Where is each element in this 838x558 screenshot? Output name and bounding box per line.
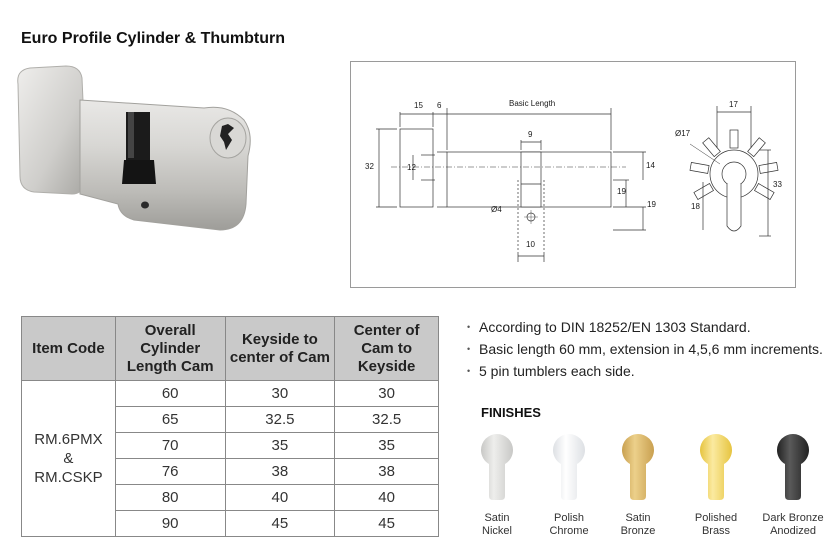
dim-32: 32 <box>365 162 374 171</box>
table-cell: 35 <box>225 433 335 459</box>
dim-17: 17 <box>729 100 738 109</box>
dim-15: 15 <box>414 101 423 110</box>
item-code-cell <box>22 381 116 537</box>
finish-swatch-shape <box>622 434 654 500</box>
technical-drawing <box>350 61 796 288</box>
finish-label: Polish Chrome <box>549 512 589 537</box>
dim-33: 33 <box>773 180 782 189</box>
finish-swatch-shape <box>553 434 585 500</box>
finish-swatch-icon <box>698 432 734 502</box>
table-cell: 76 <box>115 459 225 485</box>
dim-19-a: 19 <box>617 187 626 196</box>
table-cell: 60 <box>115 381 225 407</box>
dim-17-dia: Ø17 <box>675 129 691 138</box>
dim-18: 18 <box>691 202 700 211</box>
item-code-line: & <box>63 450 74 467</box>
header-cam-to-keyside: Center of Cam to Keyside <box>335 317 439 381</box>
table-cell: 30 <box>225 381 335 407</box>
finish-label: Dark Bronze Anodized <box>762 512 824 537</box>
list-item: • According to DIN 18252/EN 1303 Standard. <box>467 316 823 338</box>
table-cell: 35 <box>335 433 439 459</box>
item-code-line: RM.6PMX <box>34 431 103 448</box>
dim-10: 10 <box>526 240 535 249</box>
finishes-heading: FINISHES <box>481 405 541 420</box>
list-item: • Basic length 60 mm, extension in 4,5,6 mm increments. <box>467 338 823 360</box>
list-item: • 5 pin tumblers each side. <box>467 360 823 382</box>
finish-dark-bronze-anodized <box>758 432 828 538</box>
dim-basic-length: Basic Length <box>509 99 556 108</box>
table-cell: 65 <box>115 407 225 433</box>
table-cell: 38 <box>335 459 439 485</box>
header-overall-length: Overall Cylinder Length Cam <box>115 317 225 381</box>
table-cell: 30 <box>335 381 439 407</box>
dim-12: 12 <box>407 163 416 172</box>
dim-4-dia: Ø4 <box>491 205 502 214</box>
finish-label: Satin Bronze <box>620 512 656 537</box>
dim-6: 6 <box>437 101 442 110</box>
finish-swatch-shape <box>481 434 513 500</box>
dim-19-b: 19 <box>647 200 656 209</box>
table-cell: 90 <box>115 511 225 537</box>
item-code-line: RM.CSKP <box>34 469 103 486</box>
header-item-code: Item Code <box>22 317 116 381</box>
finish-satin-nickel <box>462 432 532 538</box>
dim-9: 9 <box>528 130 533 139</box>
table-cell: 40 <box>225 485 335 511</box>
header-keyside-to-cam: Keyside to center of Cam <box>225 317 335 381</box>
feature-list <box>467 316 823 382</box>
finish-polish-chrome <box>534 432 604 538</box>
finish-swatch-icon <box>775 432 811 502</box>
table-cell: 45 <box>225 511 335 537</box>
finish-swatch-shape <box>700 434 732 500</box>
finish-swatch-icon <box>620 432 656 502</box>
page-title: Euro Profile Cylinder & Thumbturn <box>21 30 286 47</box>
table-header-row <box>22 317 439 381</box>
table-cell: 45 <box>335 511 439 537</box>
finish-polished-brass <box>681 432 751 538</box>
table-cell: 70 <box>115 433 225 459</box>
finish-swatch-icon <box>479 432 515 502</box>
finish-swatch-shape <box>777 434 809 500</box>
finish-swatch-icon <box>551 432 587 502</box>
table-cell: 32.5 <box>335 407 439 433</box>
finish-label: Polished Brass <box>694 512 738 537</box>
finish-label: Satin Nickel <box>482 512 512 537</box>
spec-table <box>21 316 439 537</box>
table-cell: 32.5 <box>225 407 335 433</box>
table-cell: 40 <box>335 485 439 511</box>
table-cell: 80 <box>115 485 225 511</box>
cylinder-photo <box>14 64 264 242</box>
dim-14: 14 <box>646 161 655 170</box>
finish-satin-bronze <box>603 432 673 538</box>
table-cell: 38 <box>225 459 335 485</box>
table-row <box>22 381 439 407</box>
